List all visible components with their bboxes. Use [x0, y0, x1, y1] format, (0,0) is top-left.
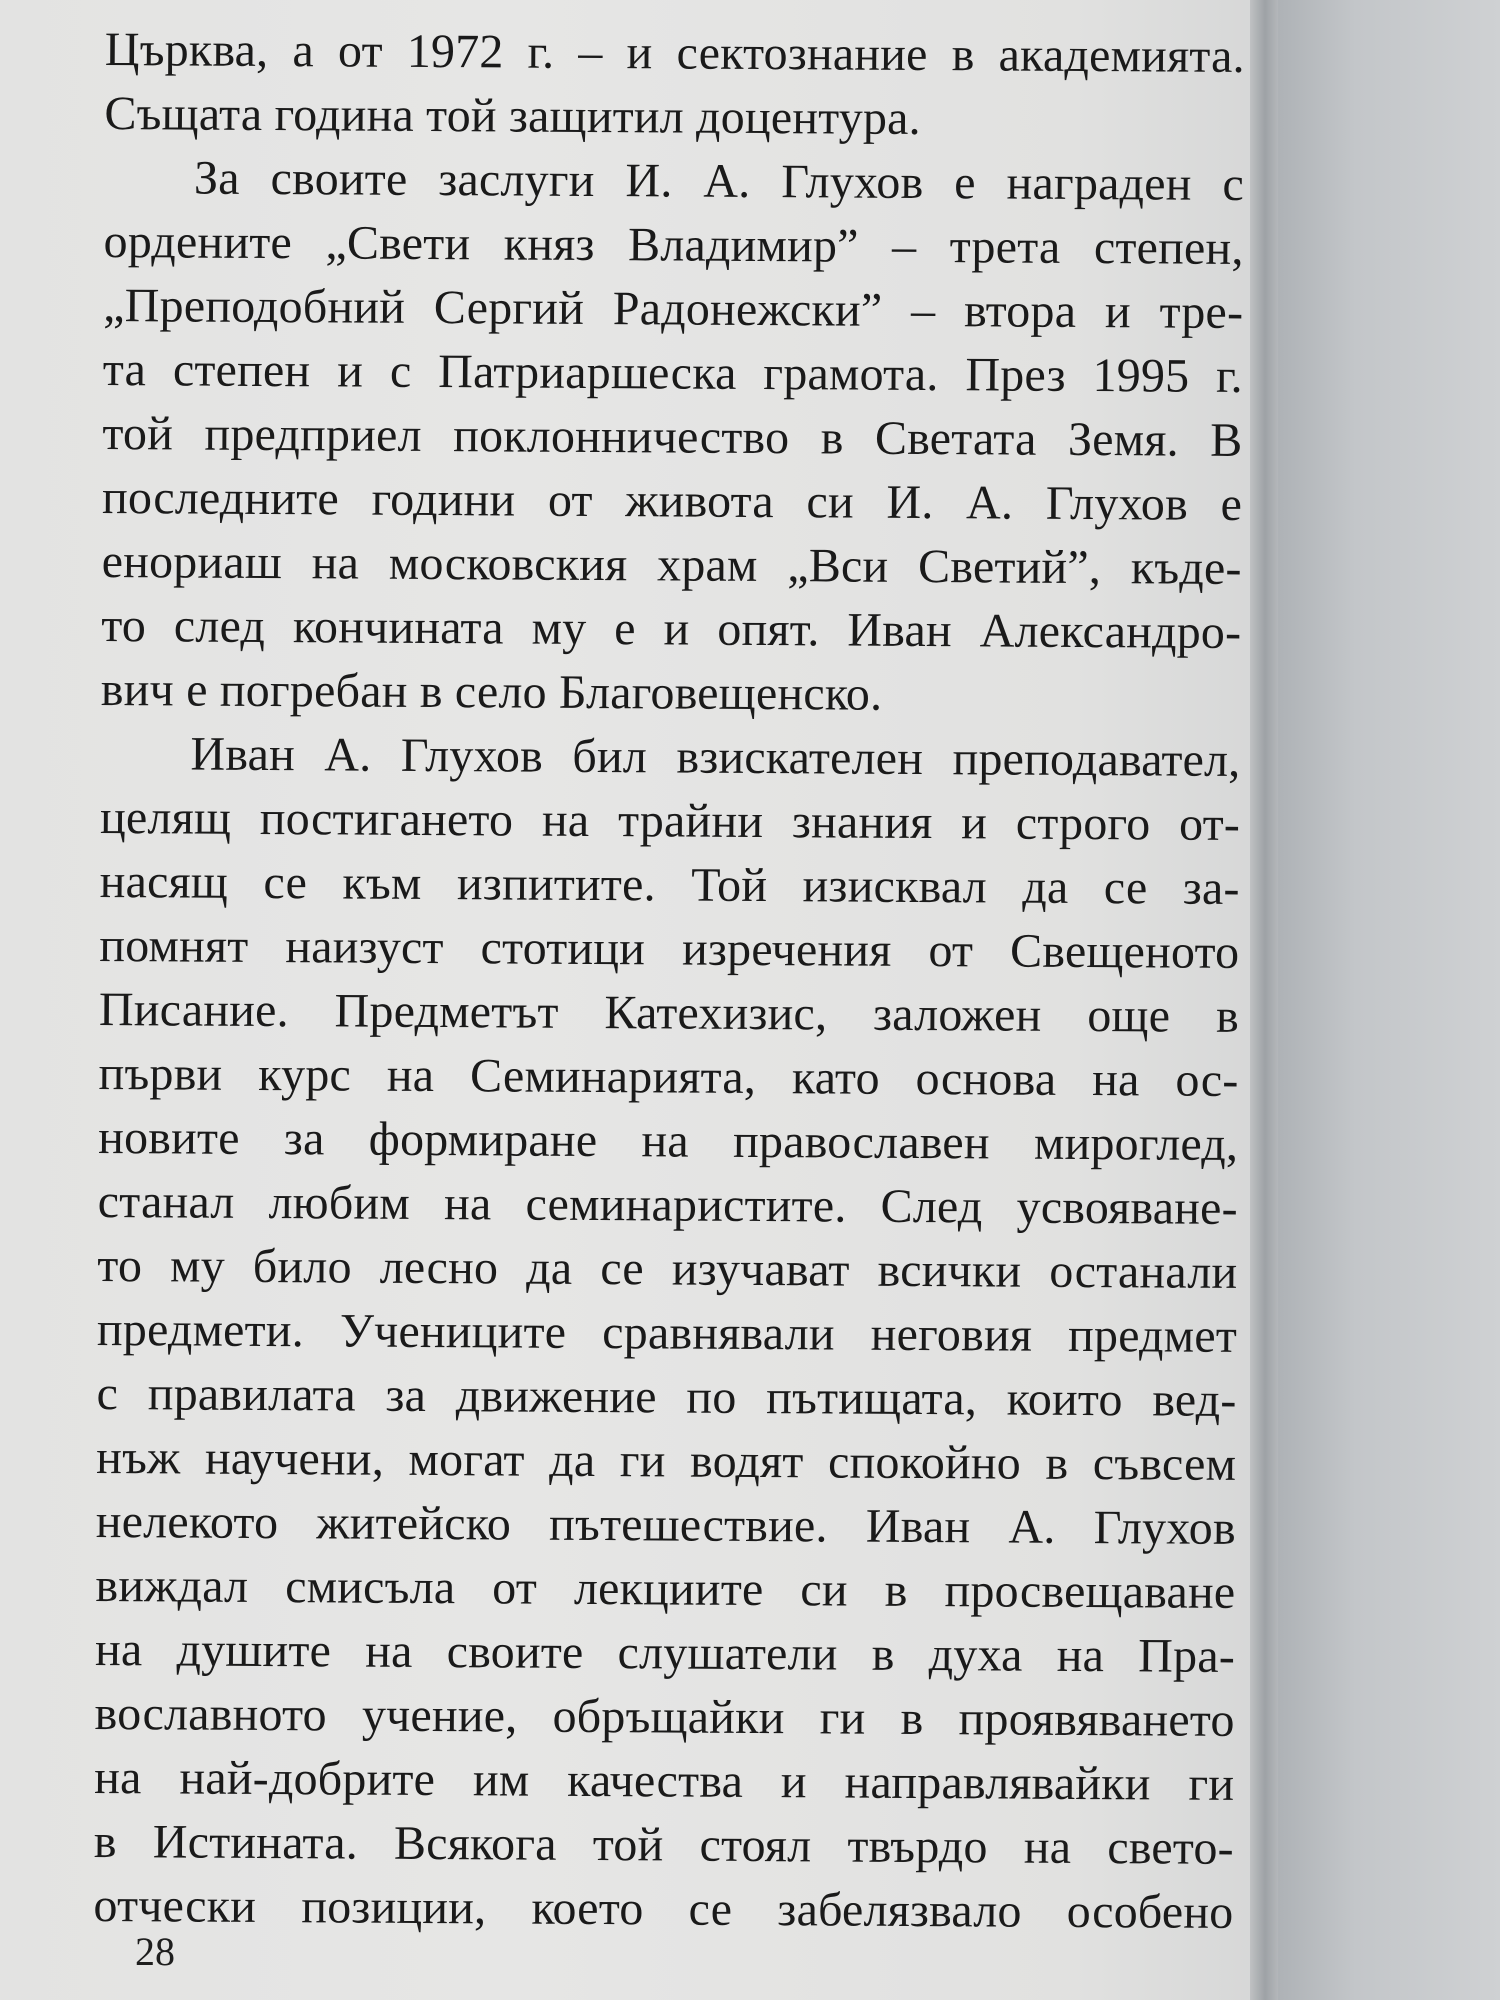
page-text	[93, 18, 1245, 1945]
text-line: той предприел поклонничество в Светата Земя. В	[102, 406, 1243, 467]
text-line: енориаш на московския храм „Вси Светий”, къде-	[101, 534, 1242, 595]
text-line: с правилата за движение по пътищата, които вед-	[96, 1366, 1237, 1427]
text-line: новите за формиране на православен мироглед,	[97, 1110, 1239, 1171]
text-line: последните години от живота си И. А. Глухов е	[101, 470, 1243, 531]
paragraph-start-line: За своите заслуги И. А. Глухов е награден с	[193, 151, 1245, 211]
text-line: на най-добрите им качества и направлявайки ги	[94, 1750, 1235, 1811]
text-line: та степен и с Патриаршеска грамота. През 1995 г.	[102, 342, 1243, 403]
page-number: 28	[135, 1929, 175, 1974]
text-line: Църква, а от 1972 г. – и сектознание в академията.	[104, 22, 1245, 83]
text-line: отчески позиции, което се забелязвало особено	[93, 1878, 1234, 1939]
text-line: на душите на своите слушатели в духа на Пра-	[94, 1622, 1236, 1683]
facing-page-edge	[1278, 0, 1500, 2000]
text-line: нъж научени, могат да ги водят спокойно в съвсем	[96, 1430, 1237, 1491]
book-gutter	[1250, 0, 1280, 2000]
text-line: помнят наизуст стотици изречения от Свещеното	[99, 918, 1240, 979]
text-line: Същата година той защитил доцентура.	[104, 86, 922, 145]
text-line: вославното учение, обръщайки ги в проявяването	[94, 1686, 1235, 1747]
text-line: вич е погребан в село Благовещенско.	[100, 662, 883, 721]
text-line: Писание. Предметът Катехизис, заложен още в	[98, 982, 1240, 1043]
text-line: виждал смисъла от лекциите си в просвещаване	[95, 1558, 1236, 1619]
text-line: целящ постигането на трайни знания и строго от-	[99, 790, 1241, 851]
text-line: то му било лесно да се изучават всички останали	[97, 1238, 1238, 1299]
text-line: в Истината. Всякога той стоял твърдо на свето-	[93, 1814, 1235, 1875]
text-line: „Преподобний Сергий Радонежски” – втора и тре-	[103, 278, 1244, 339]
text-line: предмети. Учениците сравнявали неговия предмет	[96, 1302, 1238, 1363]
text-line: ордените „Свети княз Владимир” – трета степен,	[103, 214, 1244, 275]
paragraph-start-line: Иван А. Глухов бил взискателен преподавател,	[190, 727, 1241, 787]
text-line: то след кончината му е и опят. Иван Александро-	[101, 598, 1242, 659]
text-line: насящ се към изпитите. Той изисквал да се за-	[99, 854, 1240, 915]
text-line: станал любим на семинаристите. След усвояване-	[97, 1174, 1238, 1235]
text-line: първи курс на Семинарията, като основа на ос-	[98, 1046, 1239, 1107]
text-line: нелекото житейско пътешествие. Иван А. Глухов	[95, 1494, 1236, 1555]
